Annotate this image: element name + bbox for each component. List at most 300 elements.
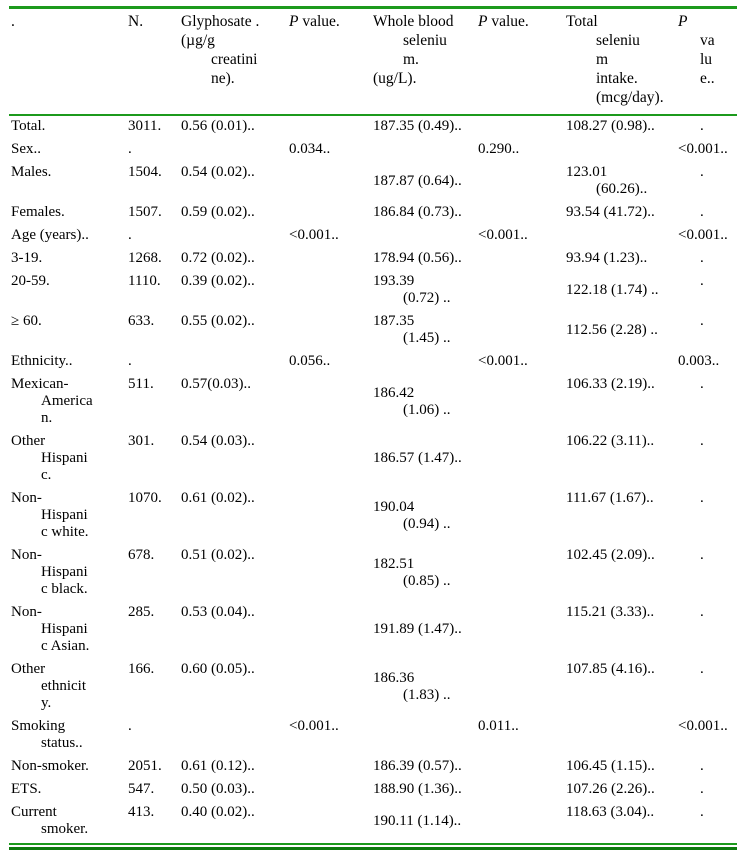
table-cell	[676, 488, 737, 545]
table-cell	[371, 545, 476, 602]
table-cell	[9, 351, 126, 374]
cell-line: Males.	[11, 164, 52, 180]
table-row	[9, 431, 737, 488]
table-cell	[564, 202, 676, 225]
cell-line: Non-	[11, 490, 42, 506]
cell-line: .	[700, 273, 704, 289]
table-cell	[476, 248, 564, 271]
table-cell	[564, 351, 676, 374]
cell-line: 0.57(0.03)..	[181, 376, 251, 392]
cell-line: 678.	[128, 547, 155, 563]
cell-line: 0.50 (0.03)..	[181, 781, 255, 797]
table-cell	[9, 115, 126, 139]
cell-line: 285.	[128, 604, 155, 620]
table-cell	[179, 602, 287, 659]
cell-line: .	[700, 804, 704, 820]
table-cell	[179, 802, 287, 842]
cell-line: 186.42	[373, 384, 415, 401]
cell-line: Total.	[11, 118, 46, 134]
table-cell	[126, 488, 179, 545]
table-cell	[126, 311, 179, 351]
cell-line: 106.33 (2.19)..	[566, 376, 655, 392]
table-cell	[676, 602, 737, 659]
table-cell	[179, 659, 287, 716]
cell-line: P value.	[289, 13, 340, 30]
table-row	[9, 351, 737, 374]
cell-line: .	[700, 118, 704, 134]
table-cell	[371, 802, 476, 842]
table-row	[9, 779, 737, 802]
column-header	[676, 8, 737, 116]
cell-line: Smoking	[11, 718, 66, 734]
table-cell	[676, 162, 737, 202]
cell-line: P	[678, 13, 688, 30]
cell-line: 0.56 (0.01)..	[181, 118, 255, 134]
table-cell	[179, 311, 287, 351]
table-row	[9, 659, 737, 716]
table-cell	[371, 311, 476, 351]
cell-line: 0.61 (0.02)..	[181, 490, 255, 506]
cell-line: 301.	[128, 433, 155, 449]
table-cell	[676, 225, 737, 248]
table-cell	[564, 115, 676, 139]
table-cell	[9, 659, 126, 716]
table-row	[9, 756, 737, 779]
cell-line: seleniu	[403, 32, 447, 49]
table-cell	[179, 225, 287, 248]
table-cell	[676, 374, 737, 431]
cell-line: .	[700, 376, 704, 392]
table-cell	[9, 202, 126, 225]
table-cell	[287, 431, 371, 488]
cell-line: ethnicit	[41, 678, 86, 694]
cell-line: 102.45 (2.09)..	[566, 547, 655, 563]
cell-line: Females.	[11, 204, 65, 220]
cell-line: m	[596, 51, 609, 68]
table-cell	[564, 162, 676, 202]
table-cell	[179, 351, 287, 374]
cell-line: 190.04	[373, 498, 415, 515]
cell-line: <0.001..	[678, 141, 728, 157]
table-cell	[179, 545, 287, 602]
table-cell	[179, 162, 287, 202]
cell-line: 187.35	[373, 313, 415, 329]
cell-line: 0.056..	[289, 353, 331, 369]
table-cell	[126, 779, 179, 802]
table-cell	[287, 716, 371, 756]
cell-line: ne).	[211, 70, 235, 87]
table-cell	[676, 248, 737, 271]
cell-line: lu	[700, 51, 713, 68]
table-cell	[564, 488, 676, 545]
cell-line: 1110.	[128, 273, 161, 289]
cell-line: 511.	[128, 376, 154, 392]
table-cell	[476, 802, 564, 842]
table-cell	[564, 139, 676, 162]
cell-line: 1070.	[128, 490, 162, 506]
table-cell	[179, 716, 287, 756]
cell-line: <0.001..	[289, 227, 339, 243]
table-cell	[371, 602, 476, 659]
table-cell	[676, 271, 737, 311]
cell-line: .	[700, 313, 704, 329]
table-cell	[476, 659, 564, 716]
table-cell	[371, 779, 476, 802]
cell-line: .	[700, 758, 704, 774]
table-cell	[371, 248, 476, 271]
table-cell	[287, 202, 371, 225]
table-cell	[179, 202, 287, 225]
table-cell	[9, 602, 126, 659]
cell-line: .	[700, 490, 704, 506]
table-cell	[126, 431, 179, 488]
cell-line: Other	[11, 433, 46, 449]
table-cell	[126, 202, 179, 225]
cell-line: America	[41, 393, 93, 409]
cell-line: 0.54 (0.02)..	[181, 164, 255, 180]
column-header	[9, 8, 126, 116]
cell-line: <0.001..	[678, 227, 728, 243]
table-cell	[476, 602, 564, 659]
cell-line: .	[700, 604, 704, 620]
table-row	[9, 271, 737, 311]
table-cell	[126, 225, 179, 248]
table-cell	[476, 271, 564, 311]
cell-line: 186.57 (1.47)..	[373, 450, 462, 466]
table-cell	[476, 162, 564, 202]
cell-line: 0.034..	[289, 141, 331, 157]
cell-line: (mcg/day).	[596, 89, 664, 106]
column-header	[287, 8, 371, 116]
cell-line: 188.90 (1.36)..	[373, 781, 462, 797]
table-cell	[287, 802, 371, 842]
cell-line: 191.89 (1.47)..	[373, 621, 462, 637]
table-cell	[9, 374, 126, 431]
cell-line: Glyphosate .	[181, 13, 260, 30]
cell-line: c black.	[41, 581, 88, 597]
table-cell	[676, 351, 737, 374]
table-cell	[9, 488, 126, 545]
table-cell	[564, 374, 676, 431]
table-cell	[126, 139, 179, 162]
table-cell	[287, 225, 371, 248]
table-cell	[179, 139, 287, 162]
cell-line: <0.001..	[478, 227, 528, 243]
cell-line: c.	[41, 467, 52, 483]
cell-line: creatini	[211, 51, 258, 68]
cell-line: .	[128, 227, 132, 243]
table-cell	[476, 225, 564, 248]
table-cell	[179, 431, 287, 488]
cell-line: Other	[11, 661, 46, 677]
cell-line: .	[700, 164, 704, 180]
table-cell	[564, 602, 676, 659]
cell-line: 0.54 (0.03)..	[181, 433, 255, 449]
cell-line: 0.290..	[478, 141, 520, 157]
table-cell	[126, 248, 179, 271]
cell-line: va	[700, 32, 715, 49]
table-cell	[9, 802, 126, 842]
table-cell	[179, 115, 287, 139]
cell-line: e..	[700, 70, 715, 87]
cell-line: .	[700, 547, 704, 563]
cell-line: seleniu	[596, 32, 640, 49]
cell-line: 107.26 (2.26)..	[566, 781, 655, 797]
table-cell	[371, 115, 476, 139]
table-cell	[676, 716, 737, 756]
table-cell	[126, 802, 179, 842]
cell-line: 108.27 (0.98)..	[566, 118, 655, 134]
cell-line: 20-59.	[11, 273, 50, 289]
table-cell	[371, 431, 476, 488]
table-row	[9, 248, 737, 271]
table-row	[9, 374, 737, 431]
cell-line: (0.94) ..	[403, 515, 451, 532]
cell-line: intake.	[596, 70, 638, 87]
table-row	[9, 225, 737, 248]
table-cell	[676, 115, 737, 139]
table-cell	[564, 545, 676, 602]
cell-line: 0.011..	[478, 718, 519, 734]
cell-line: .	[700, 781, 704, 797]
cell-line: (ug/L).	[373, 70, 417, 87]
cell-line: Non-	[11, 604, 42, 620]
table-cell	[287, 139, 371, 162]
cell-line: 0.39 (0.02)..	[181, 273, 255, 289]
table-row	[9, 802, 737, 842]
table-cell	[126, 545, 179, 602]
table-row	[9, 162, 737, 202]
table-cell	[676, 545, 737, 602]
cell-line: 0.40 (0.02)..	[181, 804, 255, 820]
cell-line: 413.	[128, 804, 155, 820]
table-cell	[476, 431, 564, 488]
table-cell	[287, 351, 371, 374]
cell-line: N.	[128, 13, 144, 30]
table-cell	[564, 271, 676, 311]
cell-line: Sex..	[11, 141, 41, 157]
cell-line: .	[128, 353, 132, 369]
table-cell	[564, 716, 676, 756]
table-row	[9, 311, 737, 351]
table-cell	[126, 374, 179, 431]
column-header	[564, 8, 676, 116]
cell-line: 0.60 (0.05)..	[181, 661, 255, 677]
cell-line: 187.87 (0.64)..	[373, 172, 462, 189]
cell-line: (1.83) ..	[403, 686, 451, 703]
table-cell	[371, 374, 476, 431]
cell-line: .	[128, 141, 132, 157]
table-cell	[476, 311, 564, 351]
cell-line: Current	[11, 804, 57, 820]
table-cell	[564, 779, 676, 802]
table-cell	[476, 351, 564, 374]
table-row	[9, 716, 737, 756]
table-cell	[676, 202, 737, 225]
table-cell	[287, 248, 371, 271]
table-cell	[126, 716, 179, 756]
cell-line: smoker.	[41, 821, 89, 837]
table-cell	[564, 225, 676, 248]
cell-line: <0.001..	[478, 353, 528, 369]
table-cell	[476, 202, 564, 225]
table-cell	[179, 779, 287, 802]
table-cell	[287, 374, 371, 431]
cell-line: 193.39	[373, 273, 415, 289]
table-cell	[564, 756, 676, 779]
cell-line: ≥ 60.	[11, 313, 42, 329]
cell-line: <0.001..	[678, 718, 728, 734]
table-row	[9, 115, 737, 139]
cell-line: Ethnicity..	[11, 353, 73, 369]
table-cell	[287, 659, 371, 716]
cell-line: (0.72) ..	[403, 290, 451, 306]
cell-line: Hispani	[41, 564, 88, 580]
table-cell	[179, 756, 287, 779]
table-cell	[564, 248, 676, 271]
table-bottom-border	[9, 843, 737, 850]
cell-line: 111.67 (1.67)..	[566, 490, 654, 506]
table-cell	[126, 271, 179, 311]
cell-line: 0.51 (0.02)..	[181, 547, 255, 563]
table-cell	[287, 115, 371, 139]
table-cell	[287, 271, 371, 311]
table-cell	[126, 659, 179, 716]
cell-line: 0.72 (0.02)..	[181, 250, 255, 266]
cell-line: 186.36	[373, 669, 415, 686]
table-cell	[676, 311, 737, 351]
cell-line: (1.45) ..	[403, 330, 451, 346]
cell-line: 3011.	[128, 118, 162, 134]
table-cell	[179, 488, 287, 545]
column-header	[126, 8, 179, 116]
cell-line: (60.26)..	[596, 181, 648, 197]
table-cell	[287, 488, 371, 545]
cell-line: Hispani	[41, 450, 88, 466]
table-cell	[179, 271, 287, 311]
cell-line: (µg/g	[181, 32, 215, 49]
table-cell	[9, 225, 126, 248]
table-cell	[126, 351, 179, 374]
table-cell	[9, 162, 126, 202]
cell-line: Non-	[11, 547, 42, 563]
header-row	[9, 8, 737, 116]
cell-line: Whole blood	[373, 13, 454, 30]
table-cell	[676, 756, 737, 779]
cell-line: <0.001..	[289, 718, 339, 734]
table-cell	[676, 431, 737, 488]
cell-line: status..	[41, 735, 83, 751]
table-cell	[476, 545, 564, 602]
table-cell	[179, 248, 287, 271]
table-cell	[371, 271, 476, 311]
cell-line: 178.94 (0.56)..	[373, 250, 462, 266]
cell-line: 633.	[128, 313, 155, 329]
table-cell	[9, 431, 126, 488]
cell-line: m.	[403, 51, 419, 68]
cell-line: Total	[566, 13, 598, 30]
column-header	[179, 8, 287, 116]
table-body	[9, 115, 737, 842]
cell-line: 547.	[128, 781, 155, 797]
cell-line: 1504.	[128, 164, 162, 180]
table-cell	[371, 202, 476, 225]
cell-line: P value.	[478, 13, 529, 30]
table-cell	[476, 488, 564, 545]
cell-line: 0.55 (0.02)..	[181, 313, 255, 329]
table-cell	[9, 756, 126, 779]
table-cell	[9, 716, 126, 756]
cell-line: Age (years)..	[11, 227, 89, 243]
table-cell	[476, 756, 564, 779]
cell-line: 0.53 (0.04)..	[181, 604, 255, 620]
cell-line: (1.06) ..	[403, 401, 451, 418]
table-cell	[126, 756, 179, 779]
cell-line: 0.003..	[678, 353, 720, 369]
table-cell	[371, 716, 476, 756]
table-cell	[476, 779, 564, 802]
table-cell	[564, 431, 676, 488]
cell-line: 106.22 (3.11)..	[566, 433, 655, 449]
table-cell	[476, 716, 564, 756]
table-cell	[9, 139, 126, 162]
table-cell	[287, 756, 371, 779]
table-cell	[476, 374, 564, 431]
cell-line: y.	[41, 695, 52, 711]
cell-line: .	[700, 204, 704, 220]
cell-line: 186.84 (0.73)..	[373, 204, 462, 220]
table-cell	[371, 139, 476, 162]
table-cell	[476, 115, 564, 139]
table-cell	[564, 802, 676, 842]
cell-line: .	[700, 433, 704, 449]
table-cell	[676, 802, 737, 842]
cell-line: 112.56 (2.28) ..	[566, 321, 658, 338]
column-header	[371, 8, 476, 116]
table-cell	[126, 602, 179, 659]
table-cell	[179, 374, 287, 431]
cell-line: ETS.	[11, 781, 42, 797]
cell-line: 0.59 (0.02)..	[181, 204, 255, 220]
cell-line: 122.18 (1.74) ..	[566, 281, 659, 298]
cell-line: c white.	[41, 524, 89, 540]
table-cell	[371, 756, 476, 779]
table-cell	[371, 225, 476, 248]
table-row	[9, 488, 737, 545]
table-header	[9, 8, 737, 116]
table-cell	[476, 139, 564, 162]
table-cell	[126, 115, 179, 139]
cell-line: 93.94 (1.23)..	[566, 250, 648, 266]
cell-line: .	[11, 13, 15, 30]
table-cell	[287, 602, 371, 659]
cell-line: Non-smoker.	[11, 758, 89, 774]
table-row	[9, 602, 737, 659]
table-cell	[564, 311, 676, 351]
table-cell	[564, 659, 676, 716]
table-cell	[126, 162, 179, 202]
cell-line: Hispani	[41, 507, 88, 523]
column-header	[476, 8, 564, 116]
table-cell	[371, 488, 476, 545]
table-cell	[371, 162, 476, 202]
cell-line: 190.11 (1.14)..	[373, 812, 462, 829]
cell-line: .	[700, 250, 704, 266]
table-row	[9, 545, 737, 602]
table-cell	[287, 779, 371, 802]
cell-line: .	[700, 661, 704, 677]
table-cell	[371, 659, 476, 716]
